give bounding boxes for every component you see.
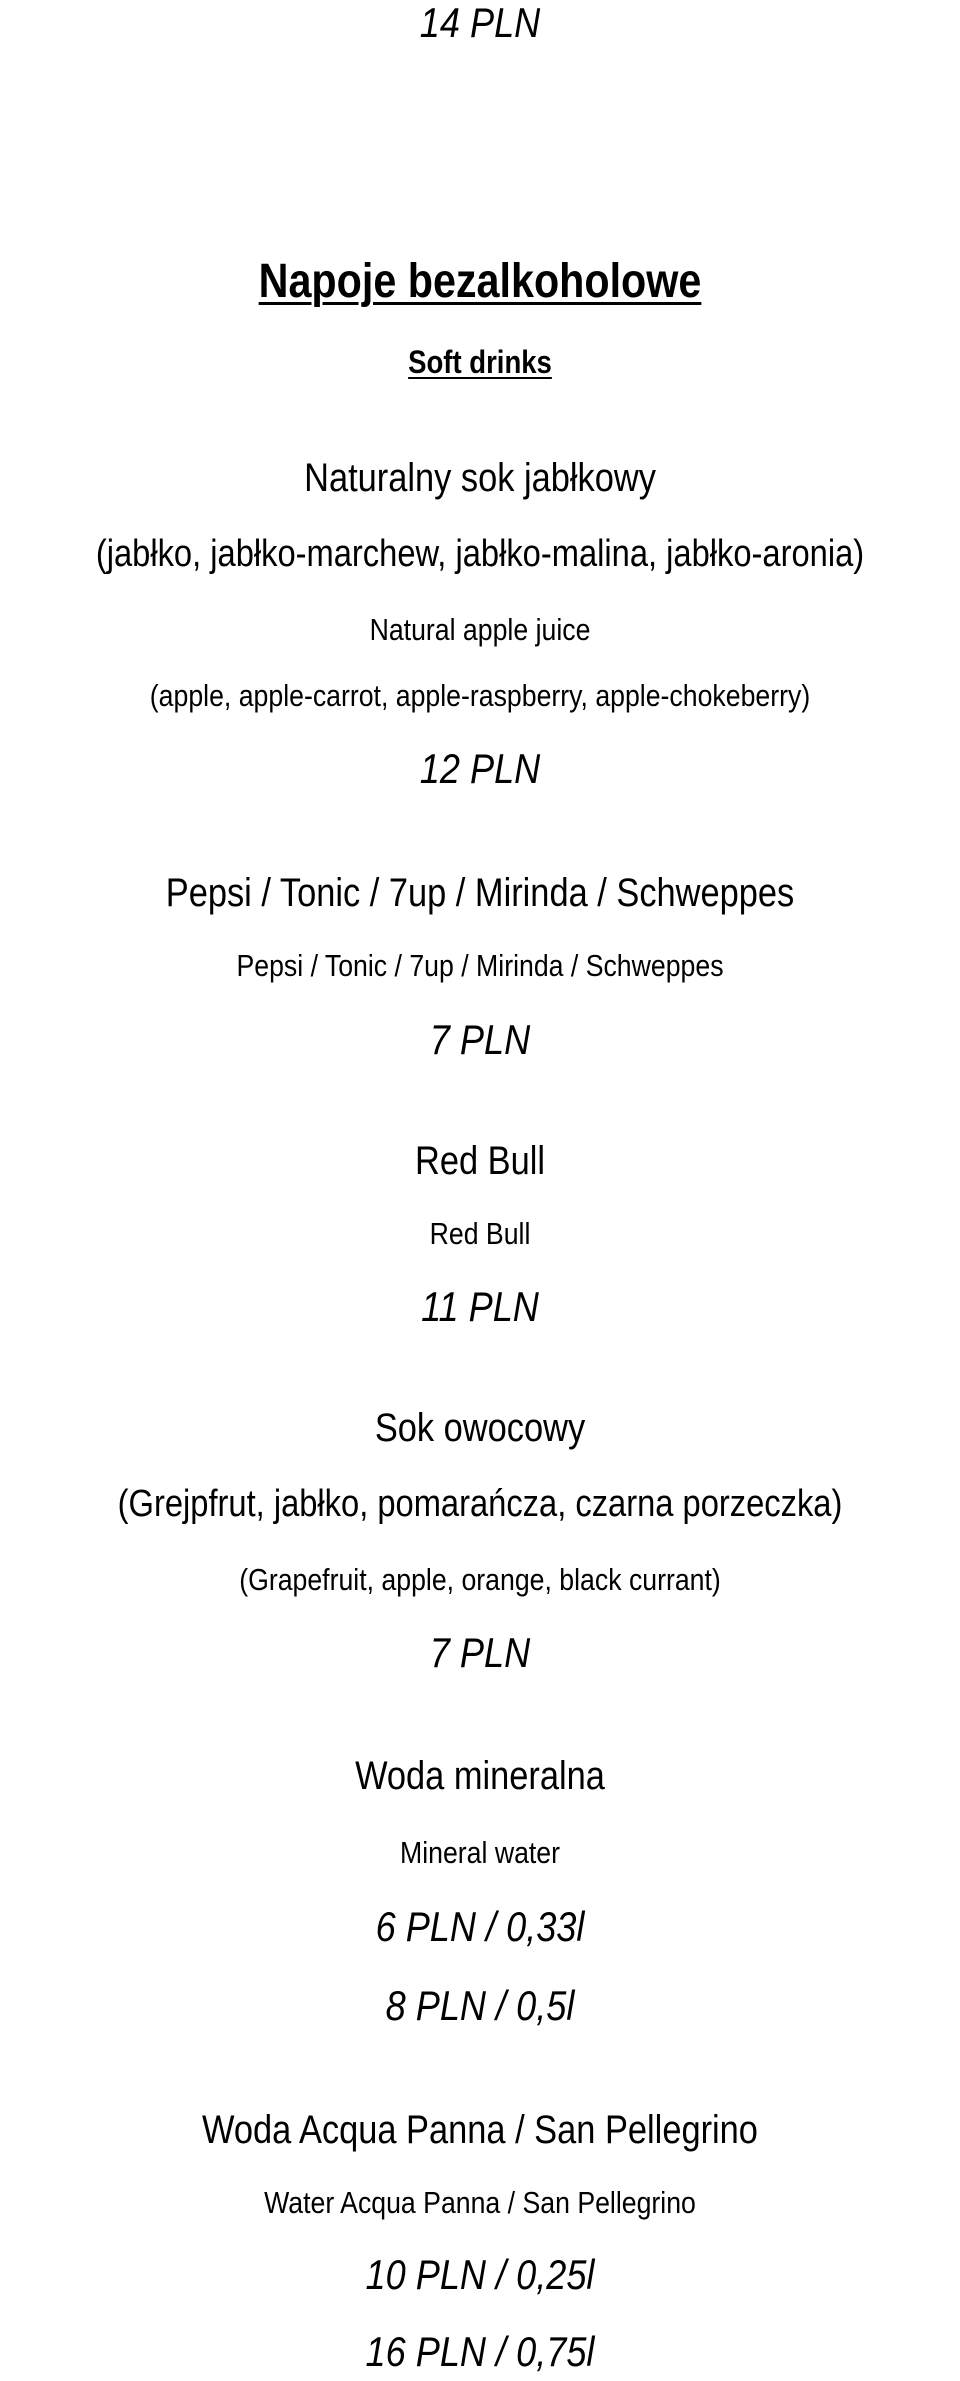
item-price-premium-water-large: 16 PLN / 0,75l <box>365 2328 595 2375</box>
item-price-mineral-water-small: 6 PLN / 0,33l <box>375 1903 585 1950</box>
item-translation-sodas: Pepsi / Tonic / 7up / Mirinda / Schweppes <box>236 948 724 983</box>
item-translation-apple-juice: Natural apple juice <box>369 612 591 647</box>
item-detail-fruit-juice: (Grejpfrut, jabłko, pomarańcza, czarna porzeczka) <box>117 1483 843 1525</box>
item-price-sodas: 7 PLN <box>429 1016 531 1063</box>
item-price-red-bull: 11 PLN <box>421 1283 539 1330</box>
section-subtitle: Soft drinks <box>408 344 552 380</box>
item-translation-premium-water: Water Acqua Panna / San Pellegrino <box>264 2185 696 2220</box>
item-translation-red-bull: Red Bull <box>429 1216 531 1251</box>
item-name-mineral-water: Woda mineralna <box>355 1754 605 1798</box>
item-name-red-bull: Red Bull <box>414 1139 546 1183</box>
item-detail-apple-juice: (jabłko, jabłko-marchew, jabłko-malina, jabłko-aronia) <box>95 533 865 575</box>
item-translation-mineral-water: Mineral water <box>399 1835 561 1870</box>
item-name-sodas: Pepsi / Tonic / 7up / Mirinda / Schweppes <box>165 871 795 915</box>
item-name-premium-water: Woda Acqua Panna / San Pellegrino <box>202 2108 758 2152</box>
item-price-premium-water-small: 10 PLN / 0,25l <box>365 2251 595 2298</box>
item-price-fruit-juice: 7 PLN <box>429 1629 531 1676</box>
item-translation-fruit-juice: (Grapefruit, apple, orange, black currant) <box>239 1562 721 1597</box>
item-price-apple-juice: 12 PLN <box>419 745 541 792</box>
previous-item-price: 14 PLN <box>419 0 541 46</box>
section-title: Napoje bezalkoholowe <box>258 255 702 308</box>
item-name-apple-juice: Naturalny sok jabłkowy <box>304 456 656 500</box>
item-price-mineral-water-large: 8 PLN / 0,5l <box>385 1982 575 2029</box>
item-name-fruit-juice: Sok owocowy <box>374 1406 586 1450</box>
item-translation-detail-apple-juice: (apple, apple-carrot, apple-raspberry, apple-chokeberry) <box>149 678 811 713</box>
